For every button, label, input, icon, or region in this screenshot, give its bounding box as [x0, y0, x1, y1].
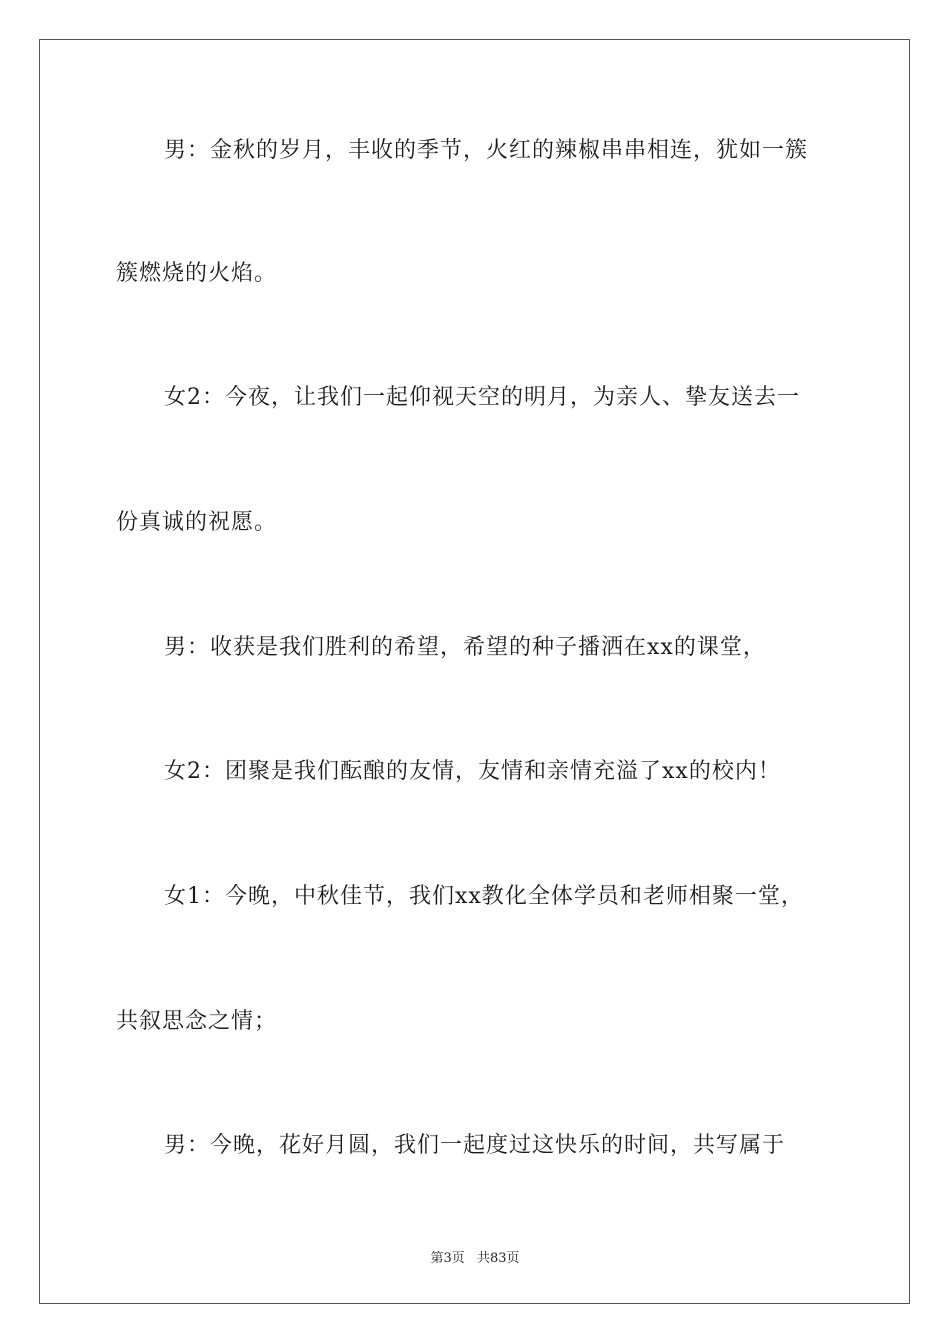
page-footer: [0, 1247, 950, 1266]
page-border: [39, 39, 910, 1304]
paragraph-line: 共叙思念之情；: [116, 1009, 278, 1034]
paragraph-line: 男：收获是我们胜利的希望，希望的种子播洒在xx的课堂，: [164, 635, 766, 660]
total-page-count: 共83页: [476, 1251, 520, 1266]
paragraph-line: 女2：团聚是我们酝酿的友情，友情和亲情充溢了xx的校内！: [164, 759, 781, 784]
paragraph-line: 男：金秋的岁月，丰收的季节，火红的辣椒串串相连，犹如一簇: [164, 138, 809, 163]
paragraph-line: 女2：今夜，让我们一起仰视天空的明月，为亲人、挚友送去一: [164, 385, 800, 410]
paragraph-line: 男：今晚，花好月圆，我们一起度过这快乐的时间，共写属于: [164, 1133, 786, 1158]
paragraph-line: 份真诚的祝愿。: [116, 510, 278, 535]
current-page-number: 第3页: [430, 1251, 465, 1266]
paragraph-line: 女1：今晚，中秋佳节，我们xx教化全体学员和老师相聚一堂，: [164, 884, 804, 909]
paragraph-line: 簇燃烧的火焰。: [116, 261, 278, 286]
